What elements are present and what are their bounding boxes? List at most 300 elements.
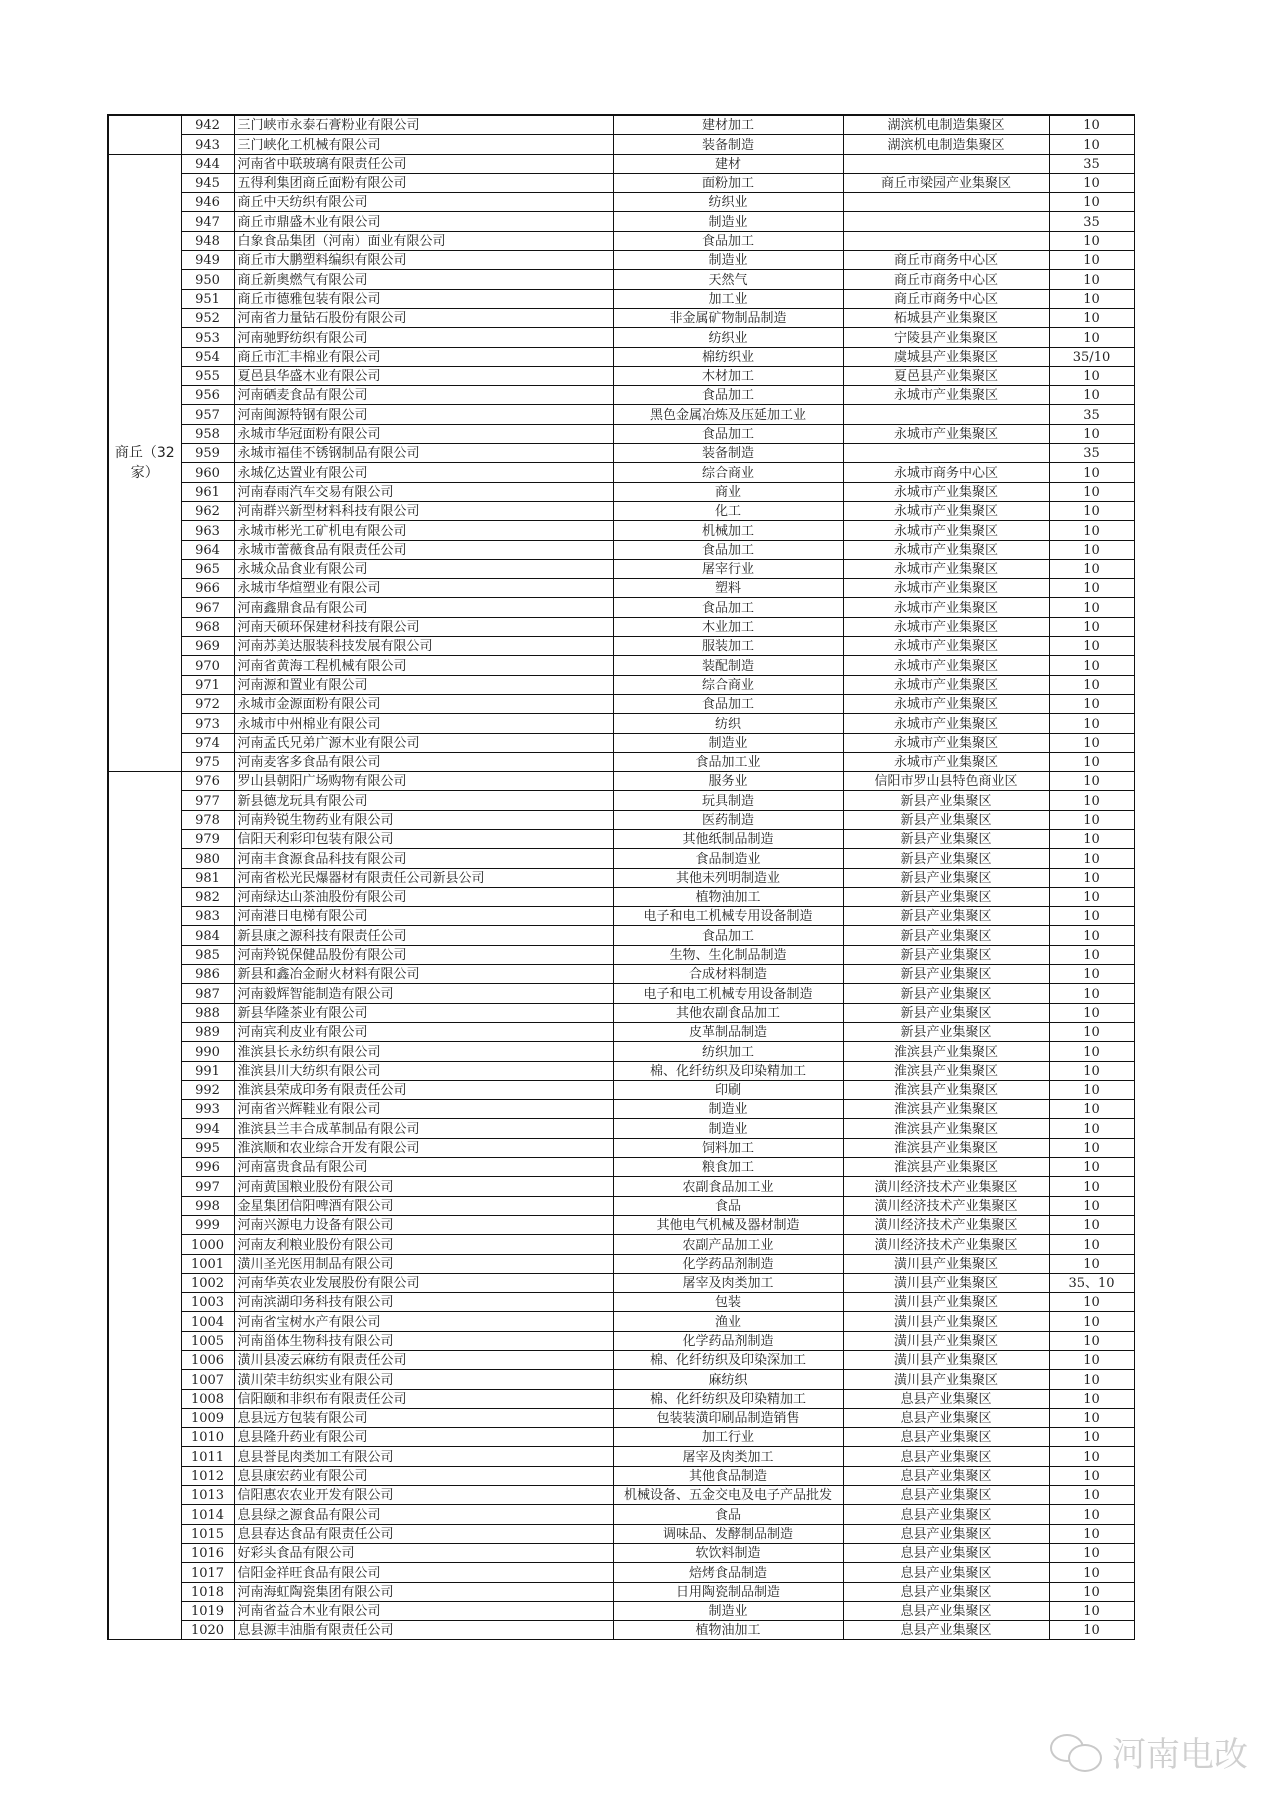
row-number-cell: 945 [181, 173, 234, 192]
company-name-cell: 淮滨县长永纺织有限公司 [234, 1042, 613, 1061]
company-name-cell: 永城市中州棉业有限公司 [234, 714, 613, 733]
industrial-zone-cell: 永城市产业集聚区 [843, 637, 1049, 656]
industrial-zone-cell: 潢川县产业集聚区 [843, 1254, 1049, 1273]
row-number-cell: 960 [181, 463, 234, 482]
table-row [108, 1505, 1134, 1524]
row-number-cell: 1014 [181, 1505, 234, 1524]
industrial-zone-cell: 新县产业集聚区 [843, 887, 1049, 906]
table-row [108, 1312, 1134, 1331]
company-name-cell: 商丘市大鹏塑料编织有限公司 [234, 251, 613, 270]
industrial-zone-cell: 永城市产业集聚区 [843, 714, 1049, 733]
table-row [108, 791, 1134, 810]
row-number-cell: 995 [181, 1138, 234, 1157]
industry-cell: 包装 [613, 1293, 843, 1312]
table-row [108, 772, 1134, 791]
industrial-zone-cell: 息县产业集聚区 [843, 1408, 1049, 1427]
table-row [108, 328, 1134, 347]
row-number-cell: 956 [181, 386, 234, 405]
industrial-zone-cell: 信阳市罗山县特色商业区 [843, 772, 1049, 791]
company-name-cell: 三门峡化工机械有限公司 [234, 135, 613, 154]
company-name-cell: 河南黄国粮业股份有限公司 [234, 1177, 613, 1196]
table-row [108, 270, 1134, 289]
row-number-cell: 944 [181, 154, 234, 173]
row-number-cell: 1005 [181, 1331, 234, 1350]
value-cell: 10 [1049, 965, 1134, 984]
row-number-cell: 973 [181, 714, 234, 733]
value-cell: 10 [1049, 1408, 1134, 1427]
industry-cell: 植物油加工 [613, 887, 843, 906]
company-name-cell: 永城市蕾薇食品有限责任公司 [234, 540, 613, 559]
row-number-cell: 949 [181, 251, 234, 270]
value-cell: 10 [1049, 714, 1134, 733]
industrial-zone-cell: 息县产业集聚区 [843, 1543, 1049, 1562]
company-name-cell: 息县誉昆肉类加工有限公司 [234, 1447, 613, 1466]
value-cell: 10 [1049, 1389, 1134, 1408]
industrial-zone-cell: 潢川县产业集聚区 [843, 1351, 1049, 1370]
table-row [108, 501, 1134, 520]
row-number-cell: 1020 [181, 1621, 234, 1640]
row-number-cell: 977 [181, 791, 234, 810]
value-cell: 10 [1049, 386, 1134, 405]
value-cell: 10 [1049, 289, 1134, 308]
industrial-zone-cell: 息县产业集聚区 [843, 1389, 1049, 1408]
company-name-cell: 潢川圣光医用制品有限公司 [234, 1254, 613, 1273]
row-number-cell: 1003 [181, 1293, 234, 1312]
industrial-zone-cell: 息县产业集聚区 [843, 1524, 1049, 1543]
industrial-zone-cell: 淮滨县产业集聚区 [843, 1158, 1049, 1177]
value-cell: 10 [1049, 1003, 1134, 1022]
row-number-cell: 963 [181, 521, 234, 540]
value-cell: 10 [1049, 791, 1134, 810]
industry-cell: 纺织业 [613, 193, 843, 212]
industrial-zone-cell: 潢川经济技术产业集聚区 [843, 1215, 1049, 1234]
row-number-cell: 986 [181, 965, 234, 984]
value-cell: 10 [1049, 1080, 1134, 1099]
value-cell: 10 [1049, 1196, 1134, 1215]
company-name-cell: 信阳金祥旺食品有限公司 [234, 1563, 613, 1582]
row-number-cell: 946 [181, 193, 234, 212]
company-name-cell: 河南春雨汽车交易有限公司 [234, 482, 613, 501]
row-number-cell: 993 [181, 1100, 234, 1119]
row-number-cell: 971 [181, 675, 234, 694]
row-number-cell: 1019 [181, 1601, 234, 1620]
industrial-zone-cell: 新县产业集聚区 [843, 945, 1049, 964]
table-row [108, 1235, 1134, 1254]
company-name-cell: 河南港日电梯有限公司 [234, 907, 613, 926]
company-name-cell: 息县康宏药业有限公司 [234, 1466, 613, 1485]
industry-cell: 面粉加工 [613, 173, 843, 192]
value-cell: 10 [1049, 1505, 1134, 1524]
row-number-cell: 991 [181, 1061, 234, 1080]
company-name-cell: 河南鑫鼎食品有限公司 [234, 598, 613, 617]
industry-cell: 装备制造 [613, 135, 843, 154]
industrial-zone-cell: 潢川县产业集聚区 [843, 1370, 1049, 1389]
value-cell: 10 [1049, 193, 1134, 212]
row-number-cell: 981 [181, 868, 234, 887]
row-number-cell: 997 [181, 1177, 234, 1196]
industrial-zone-cell: 潢川县产业集聚区 [843, 1273, 1049, 1292]
industrial-zone-cell: 永城市产业集聚区 [843, 386, 1049, 405]
row-number-cell: 966 [181, 579, 234, 598]
row-number-cell: 1001 [181, 1254, 234, 1273]
table-row [108, 675, 1134, 694]
company-name-cell: 河南省松光民爆器材有限责任公司新县公司 [234, 868, 613, 887]
industrial-zone-cell: 淮滨县产业集聚区 [843, 1042, 1049, 1061]
industry-cell: 调味品、发酵制品制造 [613, 1524, 843, 1543]
table-row [108, 714, 1134, 733]
table-row [108, 1331, 1134, 1350]
company-name-cell: 河南宾利皮业有限公司 [234, 1022, 613, 1041]
company-name-cell: 河南兴源电力设备有限公司 [234, 1215, 613, 1234]
company-name-cell: 三门峡市永泰石膏粉业有限公司 [234, 115, 613, 135]
value-cell: 10 [1049, 135, 1134, 154]
industry-cell: 建材 [613, 154, 843, 173]
row-number-cell: 988 [181, 1003, 234, 1022]
industry-cell: 装备制造 [613, 444, 843, 463]
row-number-cell: 978 [181, 810, 234, 829]
industry-cell: 软饮料制造 [613, 1543, 843, 1562]
industry-cell: 纺织加工 [613, 1042, 843, 1061]
industry-cell: 机械设备、五金交电及电子产品批发 [613, 1486, 843, 1505]
row-number-cell: 972 [181, 694, 234, 713]
company-name-cell: 息县春达食品有限责任公司 [234, 1524, 613, 1543]
industry-cell: 食品加工 [613, 926, 843, 945]
industry-cell: 制造业 [613, 733, 843, 752]
row-number-cell: 982 [181, 887, 234, 906]
company-name-cell: 河南羚锐保健品股份有限公司 [234, 945, 613, 964]
value-cell: 10 [1049, 1138, 1134, 1157]
industrial-zone-cell: 淮滨县产业集聚区 [843, 1061, 1049, 1080]
company-name-cell: 淮滨县荣成印务有限责任公司 [234, 1080, 613, 1099]
value-cell: 10 [1049, 752, 1134, 771]
row-number-cell: 999 [181, 1215, 234, 1234]
value-cell: 10 [1049, 308, 1134, 327]
table-row [108, 1061, 1134, 1080]
table-body [108, 115, 1134, 1640]
industrial-zone-cell: 夏邑县产业集聚区 [843, 366, 1049, 385]
industrial-zone-cell [843, 231, 1049, 250]
industry-cell: 食品加工 [613, 231, 843, 250]
industry-cell: 食品加工 [613, 540, 843, 559]
row-number-cell: 976 [181, 772, 234, 791]
company-name-cell: 商丘中天纺织有限公司 [234, 193, 613, 212]
industry-cell: 制造业 [613, 1100, 843, 1119]
company-name-cell: 河南富贵食品有限公司 [234, 1158, 613, 1177]
industrial-zone-cell: 商丘市商务中心区 [843, 251, 1049, 270]
table-row [108, 637, 1134, 656]
industrial-zone-cell: 息县产业集聚区 [843, 1621, 1049, 1640]
row-number-cell: 992 [181, 1080, 234, 1099]
value-cell: 10 [1049, 1235, 1134, 1254]
row-number-cell: 953 [181, 328, 234, 347]
industrial-zone-cell: 息县产业集聚区 [843, 1486, 1049, 1505]
value-cell: 10 [1049, 1293, 1134, 1312]
row-number-cell: 948 [181, 231, 234, 250]
region-group-cell: 商丘（32家） [108, 154, 181, 772]
industrial-zone-cell: 新县产业集聚区 [843, 1022, 1049, 1041]
row-number-cell: 961 [181, 482, 234, 501]
industry-cell: 塑料 [613, 579, 843, 598]
row-number-cell: 957 [181, 405, 234, 424]
value-cell: 10 [1049, 829, 1134, 848]
table-row [108, 444, 1134, 463]
value-cell: 10 [1049, 694, 1134, 713]
value-cell: 35 [1049, 212, 1134, 231]
value-cell: 10 [1049, 540, 1134, 559]
industry-cell: 制造业 [613, 212, 843, 231]
row-number-cell: 952 [181, 308, 234, 327]
row-number-cell: 951 [181, 289, 234, 308]
industry-cell: 非金属矿物制品制造 [613, 308, 843, 327]
industry-cell: 饲料加工 [613, 1138, 843, 1157]
row-number-cell: 958 [181, 424, 234, 443]
industry-cell: 商业 [613, 482, 843, 501]
table-row [108, 1543, 1134, 1562]
table-row [108, 1022, 1134, 1041]
industrial-zone-cell: 永城市产业集聚区 [843, 501, 1049, 520]
company-name-cell: 白象食品集团（河南）面业有限公司 [234, 231, 613, 250]
table-row [108, 1408, 1134, 1427]
table-row [108, 424, 1134, 443]
industry-cell: 食品加工 [613, 598, 843, 617]
table-row [108, 1428, 1134, 1447]
row-number-cell: 980 [181, 849, 234, 868]
company-name-cell: 河南源和置业有限公司 [234, 675, 613, 694]
company-name-cell: 潢川荣丰纺织实业有限公司 [234, 1370, 613, 1389]
table-row [108, 849, 1134, 868]
industry-cell: 食品 [613, 1505, 843, 1524]
table-row [108, 347, 1134, 366]
table-row [108, 115, 1134, 135]
company-name-cell: 淮滨顺和农业综合开发有限公司 [234, 1138, 613, 1157]
industry-cell: 天然气 [613, 270, 843, 289]
value-cell: 10 [1049, 1524, 1134, 1543]
value-cell: 10 [1049, 984, 1134, 1003]
row-number-cell: 1008 [181, 1389, 234, 1408]
industry-cell: 装配制造 [613, 656, 843, 675]
company-table [107, 114, 1135, 1640]
table-row [108, 366, 1134, 385]
industrial-zone-cell: 息县产业集聚区 [843, 1601, 1049, 1620]
industry-cell: 其他农副食品加工 [613, 1003, 843, 1022]
industrial-zone-cell: 永城市产业集聚区 [843, 424, 1049, 443]
row-number-cell: 1018 [181, 1582, 234, 1601]
value-cell: 10 [1049, 1100, 1134, 1119]
industry-cell: 化工 [613, 501, 843, 520]
value-cell: 10 [1049, 521, 1134, 540]
industrial-zone-cell: 潢川县产业集聚区 [843, 1312, 1049, 1331]
row-number-cell: 954 [181, 347, 234, 366]
value-cell: 10 [1049, 1621, 1134, 1640]
company-name-cell: 息县绿之源食品有限公司 [234, 1505, 613, 1524]
table-row [108, 1582, 1134, 1601]
row-number-cell: 979 [181, 829, 234, 848]
company-name-cell: 河南毅辉智能制造有限公司 [234, 984, 613, 1003]
company-name-cell: 新县和鑫冶金耐火材料有限公司 [234, 965, 613, 984]
value-cell: 10 [1049, 1466, 1134, 1485]
table-row [108, 1601, 1134, 1620]
industrial-zone-cell: 宁陵县产业集聚区 [843, 328, 1049, 347]
company-name-cell: 息县源丰油脂有限责任公司 [234, 1621, 613, 1640]
industrial-zone-cell: 永城市产业集聚区 [843, 694, 1049, 713]
table-row [108, 521, 1134, 540]
industrial-zone-cell: 永城市产业集聚区 [843, 482, 1049, 501]
industry-cell: 合成材料制造 [613, 965, 843, 984]
value-cell: 10 [1049, 482, 1134, 501]
company-name-cell: 息县隆升药业有限公司 [234, 1428, 613, 1447]
company-name-cell: 金星集团信阳啤酒有限公司 [234, 1196, 613, 1215]
value-cell: 10 [1049, 559, 1134, 578]
table-row [108, 733, 1134, 752]
row-number-cell: 968 [181, 617, 234, 636]
row-number-cell: 969 [181, 637, 234, 656]
industrial-zone-cell: 柘城县产业集聚区 [843, 308, 1049, 327]
table-row [108, 926, 1134, 945]
value-cell: 10 [1049, 617, 1134, 636]
industry-cell: 食品制造业 [613, 849, 843, 868]
row-number-cell: 1010 [181, 1428, 234, 1447]
industry-cell: 其他食品制造 [613, 1466, 843, 1485]
industry-cell: 制造业 [613, 1119, 843, 1138]
industry-cell: 焙烤食品制造 [613, 1563, 843, 1582]
company-name-cell: 罗山县朝阳广场购物有限公司 [234, 772, 613, 791]
company-name-cell: 河南孟氏兄弟广源木业有限公司 [234, 733, 613, 752]
industry-cell: 黑色金属冶炼及压延加工业 [613, 405, 843, 424]
table-row [108, 1138, 1134, 1157]
table-row [108, 1080, 1134, 1099]
table-row [108, 231, 1134, 250]
value-cell: 10 [1049, 270, 1134, 289]
company-name-cell: 永城众品食业有限公司 [234, 559, 613, 578]
industrial-zone-cell: 息县产业集聚区 [843, 1563, 1049, 1582]
value-cell: 10 [1049, 598, 1134, 617]
row-number-cell: 1015 [181, 1524, 234, 1543]
industrial-zone-cell: 永城市产业集聚区 [843, 752, 1049, 771]
row-number-cell: 1007 [181, 1370, 234, 1389]
industry-cell: 木材加工 [613, 366, 843, 385]
industry-cell: 制造业 [613, 1601, 843, 1620]
company-name-cell: 永城市福佳不锈钢制品有限公司 [234, 444, 613, 463]
company-name-cell: 息县远方包装有限公司 [234, 1408, 613, 1427]
table-row [108, 887, 1134, 906]
value-cell: 35 [1049, 154, 1134, 173]
table-row [108, 1524, 1134, 1543]
table-row [108, 135, 1134, 154]
company-name-cell: 永城市彬光工矿机电有限公司 [234, 521, 613, 540]
industry-cell: 包装装潢印刷品制造销售 [613, 1408, 843, 1427]
industrial-zone-cell: 潢川县产业集聚区 [843, 1331, 1049, 1350]
industry-cell: 食品加工 [613, 694, 843, 713]
industry-cell: 粮食加工 [613, 1158, 843, 1177]
row-number-cell: 1013 [181, 1486, 234, 1505]
row-number-cell: 970 [181, 656, 234, 675]
industry-cell: 电子和电工机械专用设备制造 [613, 984, 843, 1003]
row-number-cell: 989 [181, 1022, 234, 1041]
company-name-cell: 信阳颐和非织布有限责任公司 [234, 1389, 613, 1408]
industrial-zone-cell: 永城市商务中心区 [843, 463, 1049, 482]
table-row [108, 212, 1134, 231]
industrial-zone-cell: 息县产业集聚区 [843, 1582, 1049, 1601]
value-cell: 35 [1049, 444, 1134, 463]
table-row [108, 1466, 1134, 1485]
company-name-cell: 五得利集团商丘面粉有限公司 [234, 173, 613, 192]
industrial-zone-cell: 淮滨县产业集聚区 [843, 1100, 1049, 1119]
row-number-cell: 943 [181, 135, 234, 154]
table-row [108, 694, 1134, 713]
company-name-cell: 商丘新奥燃气有限公司 [234, 270, 613, 289]
company-name-cell: 新县康之源科技有限责任公司 [234, 926, 613, 945]
row-number-cell: 955 [181, 366, 234, 385]
value-cell: 10 [1049, 810, 1134, 829]
table-row [108, 1293, 1134, 1312]
value-cell: 10 [1049, 501, 1134, 520]
table-row [108, 945, 1134, 964]
company-name-cell: 商丘市鼎盛木业有限公司 [234, 212, 613, 231]
value-cell: 10 [1049, 251, 1134, 270]
row-number-cell: 1002 [181, 1273, 234, 1292]
industry-cell: 木业加工 [613, 617, 843, 636]
value-cell: 10 [1049, 868, 1134, 887]
industrial-zone-cell: 永城市产业集聚区 [843, 559, 1049, 578]
company-name-cell: 河南华英农业发展股份有限公司 [234, 1273, 613, 1292]
row-number-cell: 962 [181, 501, 234, 520]
industry-cell: 屠宰行业 [613, 559, 843, 578]
industrial-zone-cell: 新县产业集聚区 [843, 984, 1049, 1003]
industrial-zone-cell: 商丘市商务中心区 [843, 270, 1049, 289]
company-name-cell: 河南丰食源食品科技有限公司 [234, 849, 613, 868]
company-name-cell: 商丘市汇丰棉业有限公司 [234, 347, 613, 366]
value-cell: 35/10 [1049, 347, 1134, 366]
industry-cell: 印刷 [613, 1080, 843, 1099]
industrial-zone-cell: 新县产业集聚区 [843, 1003, 1049, 1022]
row-number-cell: 1009 [181, 1408, 234, 1427]
value-cell: 10 [1049, 945, 1134, 964]
value-cell: 10 [1049, 173, 1134, 192]
row-number-cell: 1000 [181, 1235, 234, 1254]
value-cell: 10 [1049, 1351, 1134, 1370]
industry-cell: 综合商业 [613, 463, 843, 482]
industrial-zone-cell: 虞城县产业集聚区 [843, 347, 1049, 366]
industrial-zone-cell: 永城市产业集聚区 [843, 521, 1049, 540]
industrial-zone-cell: 湖滨机电制造集聚区 [843, 115, 1049, 135]
industrial-zone-cell: 永城市产业集聚区 [843, 656, 1049, 675]
company-name-cell: 河南苏美达服装科技发展有限公司 [234, 637, 613, 656]
table-row [108, 463, 1134, 482]
company-name-cell: 信阳惠农农业开发有限公司 [234, 1486, 613, 1505]
row-number-cell: 1016 [181, 1543, 234, 1562]
industry-cell: 日用陶瓷制品制造 [613, 1582, 843, 1601]
industrial-zone-cell: 永城市产业集聚区 [843, 675, 1049, 694]
industry-cell: 纺织 [613, 714, 843, 733]
company-name-cell: 河南羚锐生物药业有限公司 [234, 810, 613, 829]
value-cell: 10 [1049, 887, 1134, 906]
company-name-cell: 河南麦客多食品有限公司 [234, 752, 613, 771]
industry-cell: 皮革制品制造 [613, 1022, 843, 1041]
industrial-zone-cell: 淮滨县产业集聚区 [843, 1138, 1049, 1157]
industry-cell: 玩具制造 [613, 791, 843, 810]
row-number-cell: 1012 [181, 1466, 234, 1485]
industry-cell: 食品加工 [613, 386, 843, 405]
table-row [108, 868, 1134, 887]
industrial-zone-cell: 潢川经济技术产业集聚区 [843, 1177, 1049, 1196]
industry-cell: 生物、生化制品制造 [613, 945, 843, 964]
industry-cell: 其他电气机械及器材制造 [613, 1215, 843, 1234]
table-row [108, 251, 1134, 270]
value-cell: 35、10 [1049, 1273, 1134, 1292]
industry-cell: 化学药品剂制造 [613, 1331, 843, 1350]
row-number-cell: 985 [181, 945, 234, 964]
industrial-zone-cell: 新县产业集聚区 [843, 926, 1049, 945]
